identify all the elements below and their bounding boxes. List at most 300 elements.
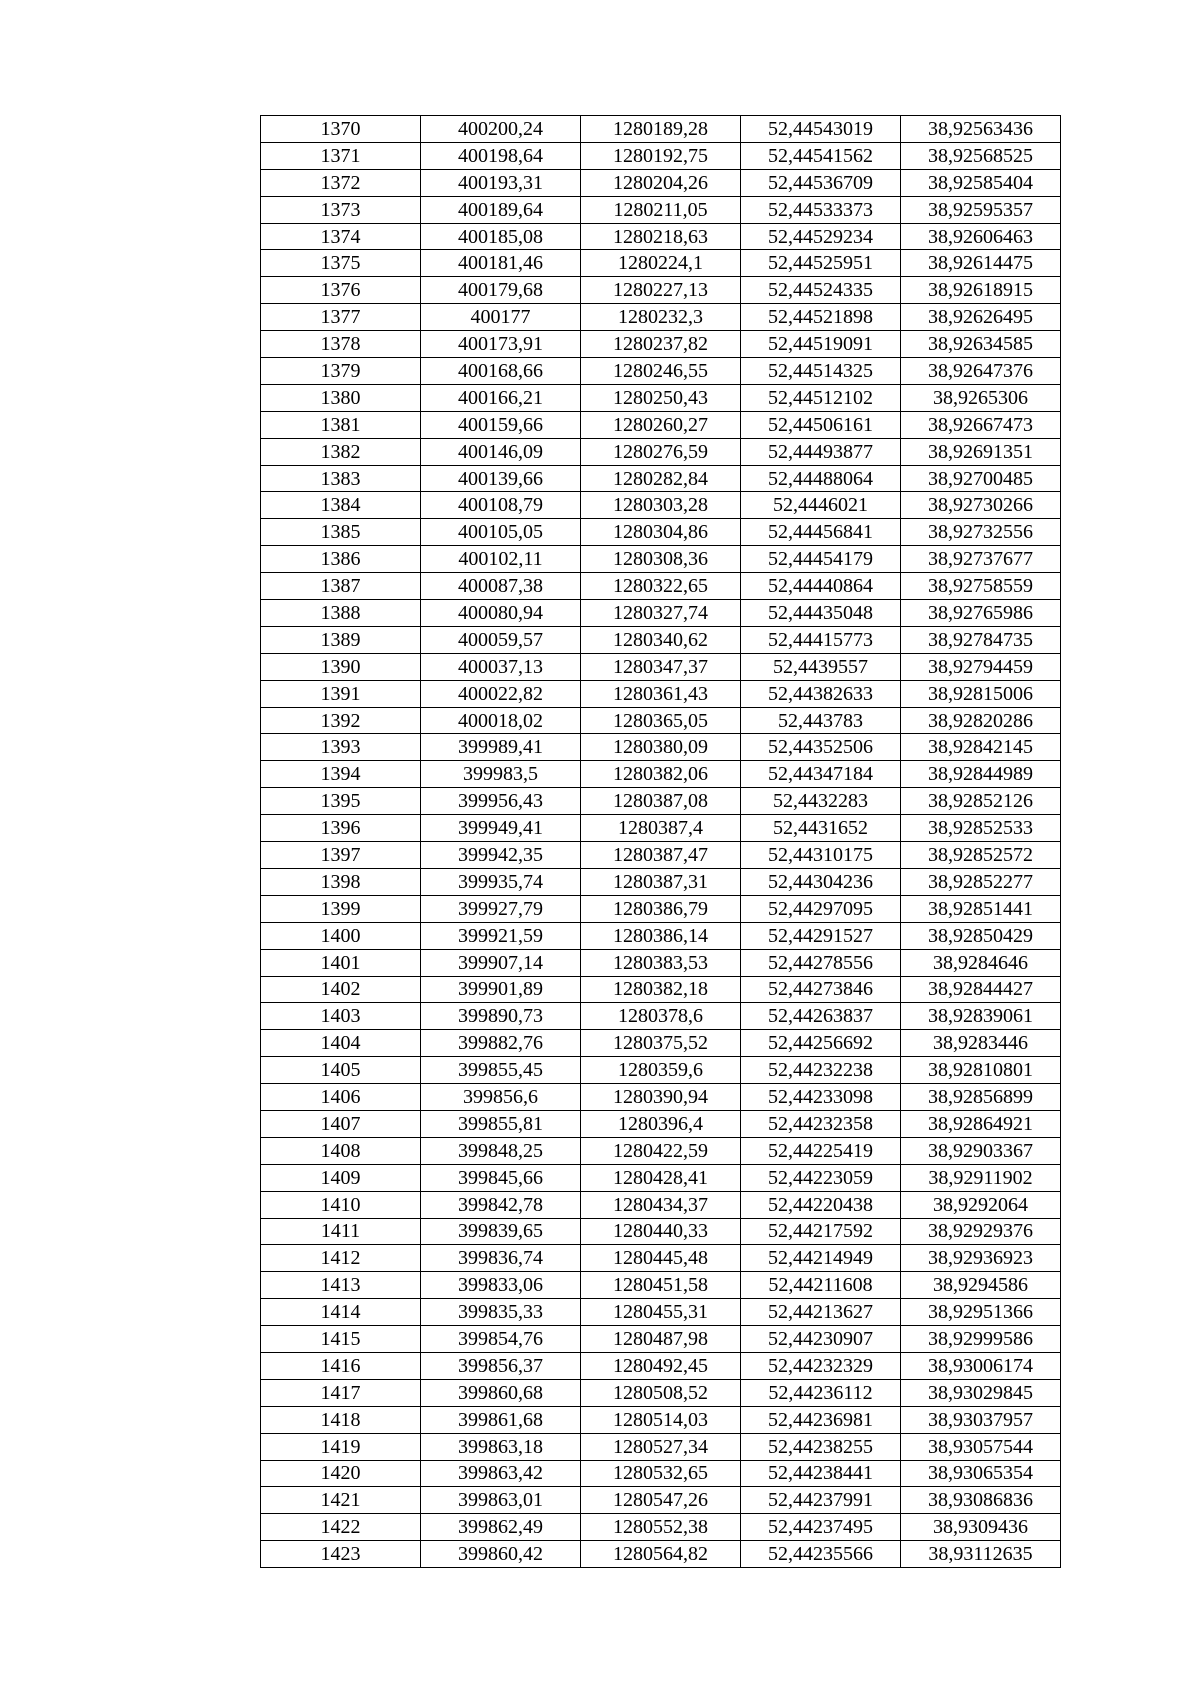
y-coordinate-cell: 1280434,37 — [581, 1191, 741, 1218]
longitude-cell: 38,92820286 — [901, 707, 1061, 734]
point-number-cell: 1380 — [261, 384, 421, 411]
table-row — [261, 922, 1061, 949]
point-number-cell: 1420 — [261, 1460, 421, 1487]
y-coordinate-cell: 1280276,59 — [581, 438, 741, 465]
y-coordinate-cell: 1280396,4 — [581, 1110, 741, 1137]
table-row — [261, 196, 1061, 223]
longitude-cell: 38,92999586 — [901, 1326, 1061, 1353]
table-row — [261, 116, 1061, 143]
latitude-cell: 52,44238441 — [741, 1460, 901, 1487]
longitude-cell: 38,92856899 — [901, 1084, 1061, 1111]
point-number-cell: 1412 — [261, 1245, 421, 1272]
y-coordinate-cell: 1280308,36 — [581, 546, 741, 573]
x-coordinate-cell: 399855,81 — [421, 1110, 581, 1137]
table-row — [261, 1110, 1061, 1137]
point-number-cell: 1398 — [261, 868, 421, 895]
longitude-cell: 38,92810801 — [901, 1057, 1061, 1084]
x-coordinate-cell: 399942,35 — [421, 842, 581, 869]
latitude-cell: 52,44493877 — [741, 438, 901, 465]
point-number-cell: 1403 — [261, 1003, 421, 1030]
y-coordinate-cell: 1280224,1 — [581, 250, 741, 277]
latitude-cell: 52,44347184 — [741, 761, 901, 788]
x-coordinate-cell: 399839,65 — [421, 1218, 581, 1245]
latitude-cell: 52,44235566 — [741, 1541, 901, 1568]
table-row — [261, 142, 1061, 169]
y-coordinate-cell: 1280564,82 — [581, 1541, 741, 1568]
x-coordinate-cell: 399890,73 — [421, 1003, 581, 1030]
table-row — [261, 653, 1061, 680]
longitude-cell: 38,92852533 — [901, 815, 1061, 842]
y-coordinate-cell: 1280552,38 — [581, 1514, 741, 1541]
latitude-cell: 52,44533373 — [741, 196, 901, 223]
longitude-cell: 38,93065354 — [901, 1460, 1061, 1487]
y-coordinate-cell: 1280387,31 — [581, 868, 741, 895]
x-coordinate-cell: 400198,64 — [421, 142, 581, 169]
y-coordinate-cell: 1280487,98 — [581, 1326, 741, 1353]
longitude-cell: 38,9309436 — [901, 1514, 1061, 1541]
latitude-cell: 52,44291527 — [741, 922, 901, 949]
x-coordinate-cell: 400181,46 — [421, 250, 581, 277]
y-coordinate-cell: 1280383,53 — [581, 949, 741, 976]
longitude-cell: 38,92784735 — [901, 626, 1061, 653]
x-coordinate-cell: 400102,11 — [421, 546, 581, 573]
point-number-cell: 1393 — [261, 734, 421, 761]
y-coordinate-cell: 1280508,52 — [581, 1379, 741, 1406]
point-number-cell: 1401 — [261, 949, 421, 976]
longitude-cell: 38,92815006 — [901, 680, 1061, 707]
longitude-cell: 38,93086836 — [901, 1487, 1061, 1514]
point-number-cell: 1421 — [261, 1487, 421, 1514]
latitude-cell: 52,44454179 — [741, 546, 901, 573]
point-number-cell: 1372 — [261, 169, 421, 196]
latitude-cell: 52,44352506 — [741, 734, 901, 761]
point-number-cell: 1389 — [261, 626, 421, 653]
y-coordinate-cell: 1280340,62 — [581, 626, 741, 653]
table-row — [261, 438, 1061, 465]
latitude-cell: 52,44236112 — [741, 1379, 901, 1406]
table-row — [261, 546, 1061, 573]
point-number-cell: 1379 — [261, 358, 421, 385]
y-coordinate-cell: 1280428,41 — [581, 1164, 741, 1191]
latitude-cell: 52,44273846 — [741, 976, 901, 1003]
y-coordinate-cell: 1280232,3 — [581, 304, 741, 331]
y-coordinate-cell: 1280390,94 — [581, 1084, 741, 1111]
point-number-cell: 1414 — [261, 1299, 421, 1326]
table-row — [261, 411, 1061, 438]
x-coordinate-cell: 399848,25 — [421, 1137, 581, 1164]
y-coordinate-cell: 1280250,43 — [581, 384, 741, 411]
latitude-cell: 52,44263837 — [741, 1003, 901, 1030]
table-row — [261, 277, 1061, 304]
longitude-cell: 38,92852572 — [901, 842, 1061, 869]
latitude-cell: 52,44506161 — [741, 411, 901, 438]
x-coordinate-cell: 399983,5 — [421, 761, 581, 788]
longitude-cell: 38,93006174 — [901, 1352, 1061, 1379]
longitude-cell: 38,92765986 — [901, 600, 1061, 627]
point-number-cell: 1400 — [261, 922, 421, 949]
x-coordinate-cell: 399863,18 — [421, 1433, 581, 1460]
point-number-cell: 1415 — [261, 1326, 421, 1353]
x-coordinate-cell: 400179,68 — [421, 277, 581, 304]
point-number-cell: 1391 — [261, 680, 421, 707]
latitude-cell: 52,44232358 — [741, 1110, 901, 1137]
y-coordinate-cell: 1280380,09 — [581, 734, 741, 761]
longitude-cell: 38,92839061 — [901, 1003, 1061, 1030]
latitude-cell: 52,44230907 — [741, 1326, 901, 1353]
x-coordinate-cell: 399833,06 — [421, 1272, 581, 1299]
x-coordinate-cell: 400087,38 — [421, 573, 581, 600]
latitude-cell: 52,44536709 — [741, 169, 901, 196]
point-number-cell: 1385 — [261, 519, 421, 546]
latitude-cell: 52,44524335 — [741, 277, 901, 304]
table-row — [261, 761, 1061, 788]
latitude-cell: 52,44529234 — [741, 223, 901, 250]
latitude-cell: 52,44237991 — [741, 1487, 901, 1514]
table-row — [261, 1191, 1061, 1218]
longitude-cell: 38,92929376 — [901, 1218, 1061, 1245]
y-coordinate-cell: 1280359,6 — [581, 1057, 741, 1084]
latitude-cell: 52,44213627 — [741, 1299, 901, 1326]
latitude-cell: 52,44233098 — [741, 1084, 901, 1111]
point-number-cell: 1419 — [261, 1433, 421, 1460]
longitude-cell: 38,92585404 — [901, 169, 1061, 196]
y-coordinate-cell: 1280204,26 — [581, 169, 741, 196]
x-coordinate-cell: 399935,74 — [421, 868, 581, 895]
table-row — [261, 331, 1061, 358]
table-row — [261, 1514, 1061, 1541]
longitude-cell: 38,92903367 — [901, 1137, 1061, 1164]
table-row — [261, 1164, 1061, 1191]
latitude-cell: 52,44236981 — [741, 1406, 901, 1433]
point-number-cell: 1371 — [261, 142, 421, 169]
y-coordinate-cell: 1280445,48 — [581, 1245, 741, 1272]
latitude-cell: 52,44415773 — [741, 626, 901, 653]
longitude-cell: 38,9284646 — [901, 949, 1061, 976]
y-coordinate-cell: 1280192,75 — [581, 142, 741, 169]
longitude-cell: 38,93057544 — [901, 1433, 1061, 1460]
point-number-cell: 1404 — [261, 1030, 421, 1057]
table-row — [261, 573, 1061, 600]
x-coordinate-cell: 399836,74 — [421, 1245, 581, 1272]
longitude-cell: 38,92563436 — [901, 116, 1061, 143]
y-coordinate-cell: 1280386,79 — [581, 895, 741, 922]
point-number-cell: 1422 — [261, 1514, 421, 1541]
table-row — [261, 1460, 1061, 1487]
table-row — [261, 358, 1061, 385]
y-coordinate-cell: 1280327,74 — [581, 600, 741, 627]
latitude-cell: 52,44456841 — [741, 519, 901, 546]
x-coordinate-cell: 400018,02 — [421, 707, 581, 734]
table-row — [261, 1487, 1061, 1514]
y-coordinate-cell: 1280218,63 — [581, 223, 741, 250]
point-number-cell: 1377 — [261, 304, 421, 331]
table-row — [261, 707, 1061, 734]
y-coordinate-cell: 1280492,45 — [581, 1352, 741, 1379]
y-coordinate-cell: 1280211,05 — [581, 196, 741, 223]
y-coordinate-cell: 1280246,55 — [581, 358, 741, 385]
x-coordinate-cell: 399860,68 — [421, 1379, 581, 1406]
latitude-cell: 52,44238255 — [741, 1433, 901, 1460]
table-row — [261, 949, 1061, 976]
y-coordinate-cell: 1280189,28 — [581, 116, 741, 143]
x-coordinate-cell: 399856,6 — [421, 1084, 581, 1111]
y-coordinate-cell: 1280514,03 — [581, 1406, 741, 1433]
latitude-cell: 52,44225419 — [741, 1137, 901, 1164]
point-number-cell: 1373 — [261, 196, 421, 223]
x-coordinate-cell: 400022,82 — [421, 680, 581, 707]
x-coordinate-cell: 400037,13 — [421, 653, 581, 680]
latitude-cell: 52,44541562 — [741, 142, 901, 169]
table-row — [261, 519, 1061, 546]
x-coordinate-cell: 400168,66 — [421, 358, 581, 385]
point-number-cell: 1394 — [261, 761, 421, 788]
latitude-cell: 52,44310175 — [741, 842, 901, 869]
longitude-cell: 38,92618915 — [901, 277, 1061, 304]
point-number-cell: 1370 — [261, 116, 421, 143]
latitude-cell: 52,44512102 — [741, 384, 901, 411]
x-coordinate-cell: 400146,09 — [421, 438, 581, 465]
table-row — [261, 1057, 1061, 1084]
y-coordinate-cell: 1280303,28 — [581, 492, 741, 519]
y-coordinate-cell: 1280347,37 — [581, 653, 741, 680]
x-coordinate-cell: 399863,42 — [421, 1460, 581, 1487]
y-coordinate-cell: 1280387,4 — [581, 815, 741, 842]
table-row — [261, 734, 1061, 761]
point-number-cell: 1417 — [261, 1379, 421, 1406]
table-row — [261, 465, 1061, 492]
point-number-cell: 1375 — [261, 250, 421, 277]
longitude-cell: 38,92700485 — [901, 465, 1061, 492]
x-coordinate-cell: 399882,76 — [421, 1030, 581, 1057]
y-coordinate-cell: 1280361,43 — [581, 680, 741, 707]
y-coordinate-cell: 1280455,31 — [581, 1299, 741, 1326]
longitude-cell: 38,92758559 — [901, 573, 1061, 600]
table-row — [261, 384, 1061, 411]
latitude-cell: 52,4439557 — [741, 653, 901, 680]
latitude-cell: 52,4446021 — [741, 492, 901, 519]
x-coordinate-cell: 399855,45 — [421, 1057, 581, 1084]
latitude-cell: 52,44211608 — [741, 1272, 901, 1299]
latitude-cell: 52,44220438 — [741, 1191, 901, 1218]
longitude-cell: 38,92634585 — [901, 331, 1061, 358]
latitude-cell: 52,44297095 — [741, 895, 901, 922]
x-coordinate-cell: 399856,37 — [421, 1352, 581, 1379]
longitude-cell: 38,92606463 — [901, 223, 1061, 250]
longitude-cell: 38,9292064 — [901, 1191, 1061, 1218]
latitude-cell: 52,44514325 — [741, 358, 901, 385]
table-row — [261, 868, 1061, 895]
point-number-cell: 1406 — [261, 1084, 421, 1111]
longitude-cell: 38,92730266 — [901, 492, 1061, 519]
x-coordinate-cell: 400166,21 — [421, 384, 581, 411]
latitude-cell: 52,44256692 — [741, 1030, 901, 1057]
point-number-cell: 1396 — [261, 815, 421, 842]
longitude-cell: 38,9294586 — [901, 1272, 1061, 1299]
longitude-cell: 38,92936923 — [901, 1245, 1061, 1272]
latitude-cell: 52,443783 — [741, 707, 901, 734]
x-coordinate-cell: 400080,94 — [421, 600, 581, 627]
x-coordinate-cell: 400177 — [421, 304, 581, 331]
table-row — [261, 600, 1061, 627]
y-coordinate-cell: 1280378,6 — [581, 1003, 741, 1030]
latitude-cell: 52,4431652 — [741, 815, 901, 842]
longitude-cell: 38,93037957 — [901, 1406, 1061, 1433]
latitude-cell: 52,44278556 — [741, 949, 901, 976]
point-number-cell: 1386 — [261, 546, 421, 573]
point-number-cell: 1408 — [261, 1137, 421, 1164]
coordinates-table — [260, 115, 1061, 1568]
x-coordinate-cell: 400159,66 — [421, 411, 581, 438]
longitude-cell: 38,92626495 — [901, 304, 1061, 331]
table-row — [261, 788, 1061, 815]
table-row — [261, 1326, 1061, 1353]
y-coordinate-cell: 1280386,14 — [581, 922, 741, 949]
y-coordinate-cell: 1280322,65 — [581, 573, 741, 600]
x-coordinate-cell: 400189,64 — [421, 196, 581, 223]
x-coordinate-cell: 400200,24 — [421, 116, 581, 143]
table-row — [261, 842, 1061, 869]
point-number-cell: 1410 — [261, 1191, 421, 1218]
latitude-cell: 52,44382633 — [741, 680, 901, 707]
x-coordinate-cell: 399860,42 — [421, 1541, 581, 1568]
table-row — [261, 1541, 1061, 1568]
point-number-cell: 1384 — [261, 492, 421, 519]
latitude-cell: 52,44525951 — [741, 250, 901, 277]
y-coordinate-cell: 1280260,27 — [581, 411, 741, 438]
y-coordinate-cell: 1280382,06 — [581, 761, 741, 788]
longitude-cell: 38,92732556 — [901, 519, 1061, 546]
x-coordinate-cell: 400059,57 — [421, 626, 581, 653]
x-coordinate-cell: 399862,49 — [421, 1514, 581, 1541]
table-row — [261, 304, 1061, 331]
x-coordinate-cell: 399863,01 — [421, 1487, 581, 1514]
y-coordinate-cell: 1280237,82 — [581, 331, 741, 358]
longitude-cell: 38,92851441 — [901, 895, 1061, 922]
table-row — [261, 1218, 1061, 1245]
y-coordinate-cell: 1280422,59 — [581, 1137, 741, 1164]
longitude-cell: 38,92568525 — [901, 142, 1061, 169]
latitude-cell: 52,44232238 — [741, 1057, 901, 1084]
point-number-cell: 1416 — [261, 1352, 421, 1379]
table-row — [261, 1245, 1061, 1272]
y-coordinate-cell: 1280387,08 — [581, 788, 741, 815]
y-coordinate-cell: 1280547,26 — [581, 1487, 741, 1514]
latitude-cell: 52,4432283 — [741, 788, 901, 815]
point-number-cell: 1397 — [261, 842, 421, 869]
x-coordinate-cell: 399901,89 — [421, 976, 581, 1003]
latitude-cell: 52,44232329 — [741, 1352, 901, 1379]
latitude-cell: 52,44521898 — [741, 304, 901, 331]
x-coordinate-cell: 400139,66 — [421, 465, 581, 492]
longitude-cell: 38,9283446 — [901, 1030, 1061, 1057]
longitude-cell: 38,93029845 — [901, 1379, 1061, 1406]
point-number-cell: 1423 — [261, 1541, 421, 1568]
y-coordinate-cell: 1280227,13 — [581, 277, 741, 304]
point-number-cell: 1388 — [261, 600, 421, 627]
longitude-cell: 38,92850429 — [901, 922, 1061, 949]
table-row — [261, 976, 1061, 1003]
table-row — [261, 1379, 1061, 1406]
x-coordinate-cell: 399956,43 — [421, 788, 581, 815]
y-coordinate-cell: 1280304,86 — [581, 519, 741, 546]
table-row — [261, 680, 1061, 707]
longitude-cell: 38,93112635 — [901, 1541, 1061, 1568]
point-number-cell: 1378 — [261, 331, 421, 358]
longitude-cell: 38,92911902 — [901, 1164, 1061, 1191]
y-coordinate-cell: 1280382,18 — [581, 976, 741, 1003]
point-number-cell: 1402 — [261, 976, 421, 1003]
table-row — [261, 1352, 1061, 1379]
table-row — [261, 250, 1061, 277]
point-number-cell: 1390 — [261, 653, 421, 680]
x-coordinate-cell: 400105,05 — [421, 519, 581, 546]
table-row — [261, 1084, 1061, 1111]
point-number-cell: 1395 — [261, 788, 421, 815]
longitude-cell: 38,92667473 — [901, 411, 1061, 438]
longitude-cell: 38,9265306 — [901, 384, 1061, 411]
latitude-cell: 52,44217592 — [741, 1218, 901, 1245]
table-row — [261, 1003, 1061, 1030]
longitude-cell: 38,92737677 — [901, 546, 1061, 573]
latitude-cell: 52,44214949 — [741, 1245, 901, 1272]
point-number-cell: 1407 — [261, 1110, 421, 1137]
x-coordinate-cell: 399861,68 — [421, 1406, 581, 1433]
longitude-cell: 38,92614475 — [901, 250, 1061, 277]
longitude-cell: 38,92852126 — [901, 788, 1061, 815]
x-coordinate-cell: 400108,79 — [421, 492, 581, 519]
x-coordinate-cell: 399854,76 — [421, 1326, 581, 1353]
longitude-cell: 38,92794459 — [901, 653, 1061, 680]
latitude-cell: 52,44519091 — [741, 331, 901, 358]
point-number-cell: 1374 — [261, 223, 421, 250]
table-row — [261, 223, 1061, 250]
longitude-cell: 38,92691351 — [901, 438, 1061, 465]
x-coordinate-cell: 399989,41 — [421, 734, 581, 761]
table-row — [261, 1299, 1061, 1326]
point-number-cell: 1383 — [261, 465, 421, 492]
table-row — [261, 1433, 1061, 1460]
latitude-cell: 52,44237495 — [741, 1514, 901, 1541]
x-coordinate-cell: 400193,31 — [421, 169, 581, 196]
longitude-cell: 38,92595357 — [901, 196, 1061, 223]
latitude-cell: 52,44488064 — [741, 465, 901, 492]
table-row — [261, 1272, 1061, 1299]
latitude-cell: 52,44543019 — [741, 116, 901, 143]
table-row — [261, 169, 1061, 196]
x-coordinate-cell: 399927,79 — [421, 895, 581, 922]
latitude-cell: 52,44440864 — [741, 573, 901, 600]
table-row — [261, 895, 1061, 922]
y-coordinate-cell: 1280282,84 — [581, 465, 741, 492]
point-number-cell: 1382 — [261, 438, 421, 465]
x-coordinate-cell: 399921,59 — [421, 922, 581, 949]
y-coordinate-cell: 1280440,33 — [581, 1218, 741, 1245]
y-coordinate-cell: 1280451,58 — [581, 1272, 741, 1299]
point-number-cell: 1376 — [261, 277, 421, 304]
y-coordinate-cell: 1280527,34 — [581, 1433, 741, 1460]
table-row — [261, 626, 1061, 653]
point-number-cell: 1409 — [261, 1164, 421, 1191]
point-number-cell: 1387 — [261, 573, 421, 600]
point-number-cell: 1405 — [261, 1057, 421, 1084]
table-row — [261, 1406, 1061, 1433]
latitude-cell: 52,44304236 — [741, 868, 901, 895]
table-row — [261, 1137, 1061, 1164]
table-row — [261, 815, 1061, 842]
longitude-cell: 38,92647376 — [901, 358, 1061, 385]
point-number-cell: 1411 — [261, 1218, 421, 1245]
x-coordinate-cell: 399907,14 — [421, 949, 581, 976]
